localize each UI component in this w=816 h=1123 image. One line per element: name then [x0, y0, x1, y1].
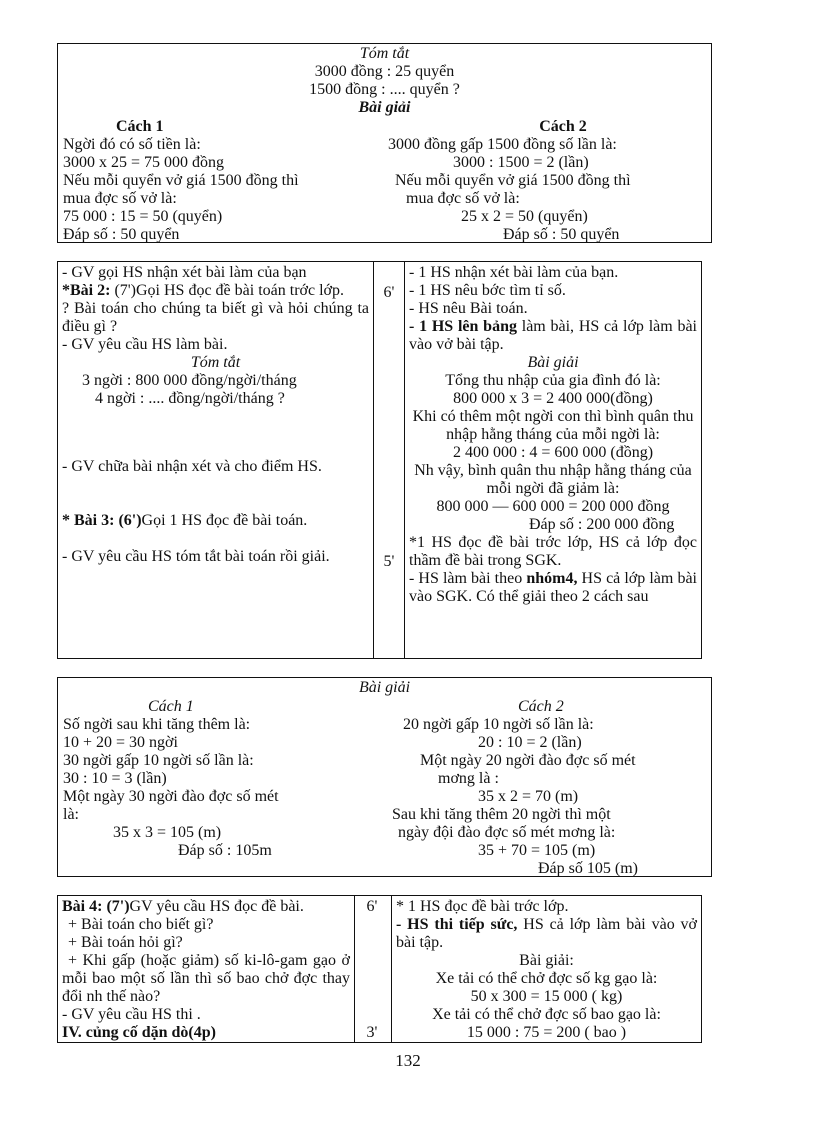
- solution-line: 20 : 10 = 2 (lần): [478, 734, 582, 751]
- exercise-2: [62, 282, 369, 300]
- method-title: Cách 2: [539, 118, 587, 135]
- solution-line: 50 x 300 = 15 000 ( kg): [470, 988, 623, 1005]
- summary-line: 3000 đồng : 25 quyển: [314, 63, 455, 80]
- teacher-line: - GV yêu cầu HS làm bài.: [62, 336, 228, 353]
- student-line: - 1 HS nhận xét bài làm của bạn.: [409, 264, 619, 281]
- student-line: - 1 HS nêu bớc tìm tỉ số.: [409, 282, 566, 299]
- method-title: Cách 2: [518, 698, 564, 715]
- solution-line: 30 ngời gấp 10 ngời số lần là:: [63, 752, 254, 769]
- method-title: Cách 1: [148, 698, 194, 715]
- exercise-label: *Bài 2:: [62, 282, 111, 299]
- summary-line: 4 ngời : .... đồng/ngời/tháng ?: [95, 390, 285, 407]
- time-label: 6': [366, 898, 378, 915]
- lesson-table-2: [57, 895, 702, 1043]
- solution-line: Số ngời sau khi tăng thêm là:: [63, 716, 251, 733]
- answer-line: Đáp số : 105m: [178, 842, 272, 859]
- solution-line: 35 x 2 = 70 (m): [478, 788, 579, 805]
- lesson-table-1: [57, 261, 702, 659]
- solution-title: Bài giải:: [519, 952, 574, 969]
- teacher-line: - GV yêu cầu HS thi .: [62, 1006, 201, 1023]
- exercise-4: [62, 898, 350, 916]
- solution-line: 2 400 000 : 4 = 600 000 (đồng): [452, 444, 654, 461]
- solution-box-1: [57, 43, 712, 243]
- answer-line: Đáp số : 200 000 đồng: [529, 516, 675, 533]
- student-text: làm bài, HS cả lớp làm bài vào vở bài tập.: [409, 318, 697, 353]
- solution-line: 15 000 : 75 = 200 ( bao ): [466, 1024, 627, 1041]
- time-label: 3': [366, 1024, 378, 1041]
- exercise-text: GV yêu cầu HS đọc đề bài.: [129, 898, 304, 915]
- teacher-line: + Bài toán cho biết gì?: [68, 916, 214, 933]
- solution-line: là:: [63, 806, 79, 823]
- solution-title: Bài giải: [358, 99, 411, 116]
- student-line: *1 HS đọc đề bài trớc lớp, HS cả lớp đọc thầm đề bài trong SGK.: [409, 534, 697, 569]
- summary-line: 1500 đồng : .... quyển ?: [309, 81, 460, 98]
- solution-line: 20 ngời gấp 10 ngời số lần là:: [403, 716, 594, 733]
- solution-title: Bài giải: [358, 679, 411, 696]
- solution-line: Tổng thu nhập của gia đình đó là:: [445, 372, 661, 389]
- solution-line: Nh vậy, bình quân thu nhập hằng tháng của mỗi ngời đã giảm là:: [414, 462, 692, 497]
- method-2: [388, 698, 708, 877]
- student-bold: - HS thi tiếp sức,: [396, 916, 518, 933]
- student-line: [409, 318, 697, 354]
- solution-line: mơng là :: [438, 770, 499, 787]
- student-text: - HS làm bài theo: [409, 570, 527, 587]
- solution-line: Xe tải có thể chở đợc số kg gạo là:: [435, 970, 658, 987]
- method-1: [63, 698, 383, 860]
- teacher-line: - GV yêu cầu HS tóm tắt bài toán rồi giải.: [62, 548, 330, 565]
- solution-line: ngày đội đào đợc số mét mơng là:: [398, 824, 616, 841]
- solution-line: 3000 đồng gấp 1500 đồng số lần là:: [388, 136, 617, 153]
- student-column: [405, 262, 701, 658]
- summary-title: Tóm tắt: [359, 45, 410, 62]
- solution-line: Một ngày 30 ngời đào đợc số mét: [63, 788, 279, 805]
- exercise-3: [62, 512, 369, 530]
- method-1: [63, 118, 383, 243]
- exercise-text: Gọi 1 HS đọc đề bài toán.: [141, 512, 308, 529]
- solution-line: Nếu mỗi quyển vở giá 1500 đồng thì: [63, 172, 299, 189]
- solution-line: 3000 x 25 = 75 000 đồng: [63, 154, 225, 171]
- student-bold: nhóm4,: [526, 570, 578, 587]
- method-title: Cách 1: [116, 118, 164, 135]
- student-bold: - 1 HS lên bảng: [409, 318, 517, 335]
- solution-line: 800 000 — 600 000 = 200 000 đồng: [436, 498, 670, 515]
- summary-line: 3 ngời : 800 000 đồng/ngời/tháng: [82, 372, 297, 389]
- method-2: [388, 118, 708, 243]
- solution-line: Xe tải có thể chở đợc số bao gạo là:: [432, 1006, 661, 1023]
- solution-line: Nếu mỗi quyển vở giá 1500 đồng thì: [395, 172, 631, 189]
- student-text: HS cả lớp làm bài vào SGK. Có thể giải theo 2 cách sau: [409, 570, 697, 605]
- solution-line: 75 000 : 15 = 50 (quyển): [63, 208, 223, 225]
- exercise-label: Bài 4: (7'): [62, 898, 130, 915]
- teacher-line: + Bài toán hỏi gì?: [68, 934, 183, 951]
- solution-line: Khi có thêm một ngời con thì bình quân thu nhập hằng tháng của mỗi ngời là:: [412, 408, 694, 443]
- answer-line: Đáp số : 50 quyển: [63, 226, 180, 243]
- student-line: [396, 916, 697, 952]
- teacher-line: - GV gọi HS nhận xét bài làm của bạn: [62, 264, 307, 281]
- solution-line: 800 000 x 3 = 2 400 000(đồng): [453, 390, 653, 407]
- solution-line: Ngời đó có số tiền là:: [63, 136, 201, 153]
- teacher-question: ? Bài toán cho chúng ta biết gì và hỏi chúng ta điều gì ?: [62, 300, 369, 335]
- solution-box-2: [57, 677, 712, 877]
- solution-line: 3000 : 1500 = 2 (lần): [453, 154, 589, 171]
- teacher-column: [58, 896, 354, 1042]
- solution-line: Sau khi tăng thêm 20 ngời thì một: [392, 806, 611, 823]
- solution-line: mua đợc số vở là:: [406, 190, 520, 207]
- summary-title: Tóm tắt: [190, 354, 241, 371]
- teacher-column: [58, 262, 373, 658]
- answer-line: Đáp số 105 (m): [538, 860, 638, 877]
- solution-title: Bài giải: [527, 354, 579, 371]
- teacher-line: - GV chữa bài nhận xét và cho điểm HS.: [62, 458, 322, 475]
- student-line: - HS nêu Bài toán.: [409, 300, 528, 317]
- student-line: * 1 HS đọc đề bài trớc lớp.: [396, 898, 569, 915]
- exercise-label: * Bài 3: (6'): [62, 512, 142, 529]
- section-heading: IV. củng cố dặn dò(4p): [62, 1024, 216, 1041]
- exercise-text: (7')Gọi HS đọc đề bài toán trớc lớp.: [110, 282, 344, 299]
- teacher-question: + Khi gấp (hoặc giảm) số ki-lô-gam gạo ở mỗi bao một số lần thì số bao chở đợc thay đổi nh thế nào?: [62, 952, 350, 1005]
- solution-line: 35 + 70 = 105 (m): [478, 842, 596, 859]
- time-label: 6': [383, 284, 395, 301]
- student-text: HS cả lớp làm bài vào vở bài tập.: [396, 916, 697, 951]
- page-number: 132: [395, 1051, 421, 1070]
- time-label: 5': [383, 553, 395, 570]
- solution-line: 25 x 2 = 50 (quyển): [461, 208, 588, 225]
- answer-line: Đáp số : 50 quyển: [503, 226, 620, 243]
- student-line: [409, 570, 697, 606]
- student-column: [392, 896, 701, 1042]
- solution-line: mua đợc số vở là:: [63, 190, 177, 207]
- solution-line: 35 x 3 = 105 (m): [113, 824, 222, 841]
- solution-line: 10 + 20 = 30 ngời: [63, 734, 178, 751]
- solution-line: 30 : 10 = 3 (lần): [63, 770, 167, 787]
- solution-line: Một ngày 20 ngời đào đợc số mét: [420, 752, 636, 769]
